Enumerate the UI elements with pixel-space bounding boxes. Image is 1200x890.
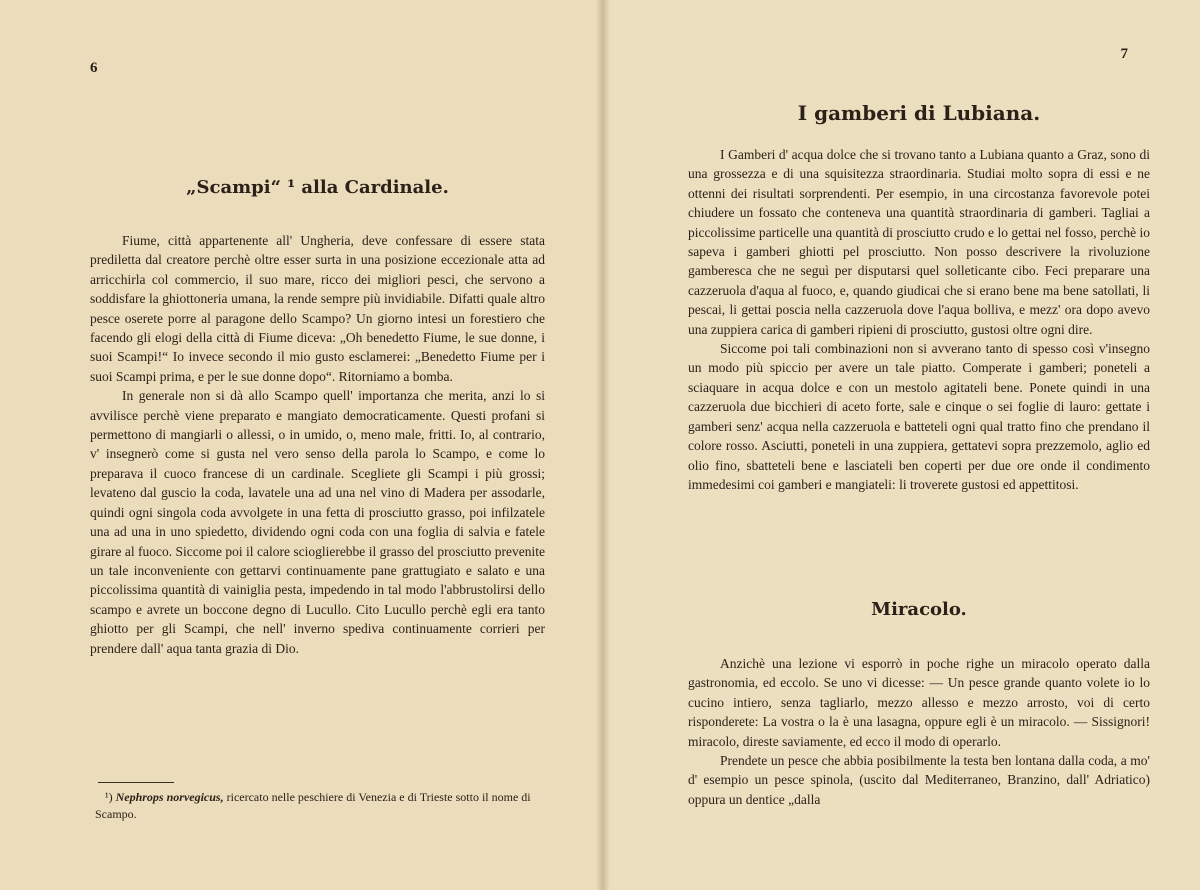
heading-gamberi: I gamberi di Lubiana. (797, 101, 1041, 125)
paragraph: In generale non si dà allo Scampo quell' importanza che merita, anzi lo si avvilisce perchè viene preparato e mangiato democraticamente. Questi profani si permettono di mangiarli o allessi, o in umido, o, meno male, fritti. Io, al contrario, v' insegnerò come si gusta nel vero senso della parola lo Scampo, e come lo preparava il cuoco francese di un cardinale. Scegliete gli Scampi i più grossi; levateno dal guscio la coda, lavatele una ad una nel vino di Madera per assodarle, quindi ogni singola coda avvolgete in una fetta di prosciutto grasso, poi infilzatele una ad una in uno spiedetto, dividendo ogni coda con una foglia di salvia e fatele girare al fuoco. Siccome poi il calore scioglierebbe il grasso del prosciutto prevenite un tale inconveniente con gettarvi continuamente pane grattugiato e salato e una piccolissima quantità di vainiglia pesta, impedendo in tal modo l'abbrustolirsi dello scampo e avrete un boccone degno di Lucullo. Cito Lucullo perchè egli era tanto ghiotto per gli Scampi, che nell' inverno spediva continuamente corrieri per prendere dall' aqua tanta grazia di Dio. (90, 388, 545, 656)
body-miracolo (688, 654, 1150, 809)
right-page (603, 0, 1200, 890)
page-number-left: 6 (90, 60, 98, 76)
body-gamberi (688, 145, 1150, 494)
heading-scampi: „Scampi“ ¹ alla Cardinale. (186, 177, 449, 198)
footnote-rule (98, 782, 174, 783)
paragraph: Prendete un pesce che abbia posibilmente la testa ben lontana dalla coda, a mo' d' esempio un pesce spinola, (uscito dal Mediterraneo, Branzino, dall' Adriatico) oppura un dentice „dalla (688, 753, 1150, 807)
heading-miracolo: Miracolo. (871, 599, 967, 620)
paragraph: Anzichè una lezione vi esporrò in poche righe un miracolo operato dalla gastronomia, ed eccolo. Se uno vi dicesse: — Un pesce grande quanto volete io lo cucino intiero, senza tagliarlo, mezzo allesso e mezzo arrosto, voi di certo risponderete: La vostra o la è una lasagna, oppure egli è un miracolo. — Sissignori! miracolo, direste saviamente, ed ecco il modo di operarlo. (688, 656, 1150, 749)
footnote-species: Nephrops norvegicus, (115, 790, 224, 804)
footnote-marker: ¹) (105, 790, 113, 804)
page-number-right: 7 (1120, 46, 1128, 62)
book-gutter (596, 0, 610, 890)
footnote (95, 789, 550, 823)
paragraph: Fiume, città appartenente all' Ungheria, deve confessare di essere stata prediletta dal creatore perchè oltre esser surta in una posizione eccezionale atta ad arricchirla col commercio, il suo mare, ricco dei migliori pesci, che servono a soddisfare la ghiottoneria umana, la rende sempre più invidiabile. Difatti quale altro pesce oserete porre al paragone dello Scampo? Un giorno intesi un forestiero che facendo gli elogi della città di Fiume diceva: „Oh benedetto Fiume, le sue donne, i suoi Scampi!“ Io invece secondo il mio gusto esclamerei: „Benedetto Fiume per i suoi Scampi prima, e per le sue donne dopo“. Ritorniamo a bomba. (90, 233, 545, 384)
footnote-text: ricercato nelle peschiere di Venezia e di Trieste sotto il nome di Scampo. (95, 790, 531, 821)
paragraph: Siccome poi tali combinazioni non si avverano tanto di spesso così v'insegno un modo più spiccio per avere un tale piatto. Comperate i gamberi; poneteli a sciaquare in acqua dolce e con un mestolo agitateli bene. Ponete quindi in una cazzeruola due bicchieri di aceto forte, sale e cinque o sei foglie di lauro: gettate i gamberi senz' acqua nella cazzeruola e batteteli ogni qual tratto fino che prendano il colore rosso. Asciutti, poneteli in una zuppiera, gettatevi sopra prezzemolo, aglio ed olio fino, sbatteteli bene e lasciateli ben coperti per due ore onde il condimento immedesimi coi gamberi e mangiateli: li troverete gustosi ed appettitosi. (688, 341, 1150, 492)
paragraph: I Gamberi d' acqua dolce che si trovano tanto a Lubiana quanto a Graz, sono di una grossezza e di una squisitezza straordinaria. Studiai molto sopra di essi e ne ottenni dei risultati sorprendenti. Per esempio, in una circostanza favorevole potei chiudere un fossato che conteneva una quantità straordinaria di gamberi. Tagliai a piccolissime particelle una quantità di prosciutto crudo e lo gettai nel fosso, perchè io sapeva i gamberi ghiotti pel prosciutto. Non posso descrivere la rivoluzione gamberesca che ne seguì per disputarsi quel solleticante cibo. Feci preparare una cazzeruola d'aqua al fuoco, e, quando giudicai che si erano bene ma bene satollati, li pescai, li gettai poscia nella cazzeruola dove l'aqua bolliva, e mezz' ora dopo avevo una zuppiera carica di gamberi ripieni di prosciutto, gustosi oltre ogni dire. (688, 147, 1150, 337)
body-scampi (90, 231, 545, 658)
